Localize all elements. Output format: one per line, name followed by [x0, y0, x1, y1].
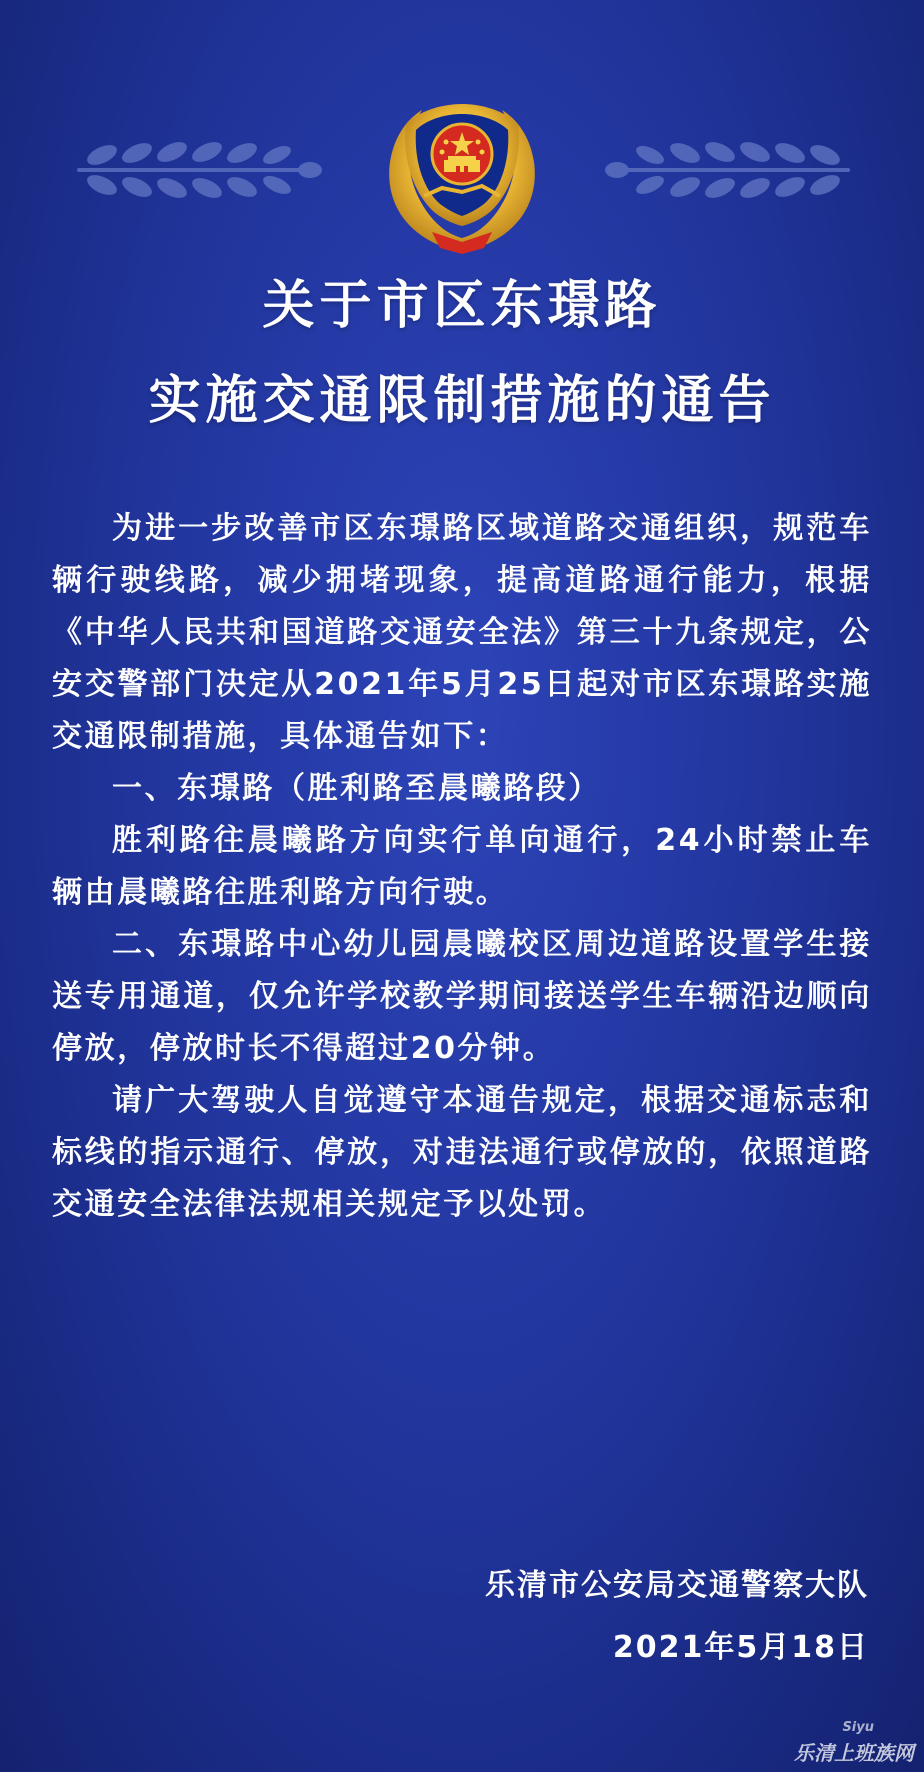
notice-paragraph: 二、东璟路中心幼儿园晨曦校区周边道路设置学生接送专用通道，仅允许学校教学期间接送学生车辆沿边顺向停放，停放时长不得超过20分钟。: [52, 927, 872, 1066]
notice-title-line-2: 实施交通限制措施的通告: [148, 371, 776, 431]
notice-paragraph: 请广大驾驶人自觉遵守本通告规定，根据交通标志和标线的指示通行、停放，对违法通行或停放的，依照道路交通安全法律法规相关规定予以处罚。: [52, 1083, 872, 1222]
notice-signature: [485, 1555, 869, 1679]
notice-body: [52, 503, 872, 1231]
site-watermark: [794, 1720, 914, 1766]
police-emblem-icon: [372, 92, 552, 262]
issue-date: 2021年5月18日: [612, 1630, 869, 1665]
notice-title-line-1: 关于市区东璟路: [262, 276, 662, 336]
wheat-branch-icon: [72, 135, 322, 205]
notice-paragraph: 为进一步改善市区东璟路区域道路交通组织，规范车辆行驶线路，减少拥堵现象，提高道路通行能力，根据《中华人民共和国道路交通安全法》第三十九条规定，公安交警部门决定从2021年5月25日起对市区东璟路实施交通限制措施，具体通告如下：: [52, 511, 872, 754]
header-emblem-area: [0, 40, 924, 240]
watermark-logo: Siyu: [842, 1720, 874, 1735]
watermark-site-name: 乐清上班族网: [794, 1741, 914, 1765]
notice-paragraph: 胜利路往晨曦路方向实行单向通行，24小时禁止车辆由晨曦路往胜利路方向行驶。: [52, 823, 872, 910]
notice-section-heading: 一、东璟路（胜利路至晨曦路段）: [112, 771, 601, 806]
issuer-name: 乐清市公安局交通警察大队: [485, 1568, 869, 1603]
wheat-branch-icon: [605, 135, 855, 205]
